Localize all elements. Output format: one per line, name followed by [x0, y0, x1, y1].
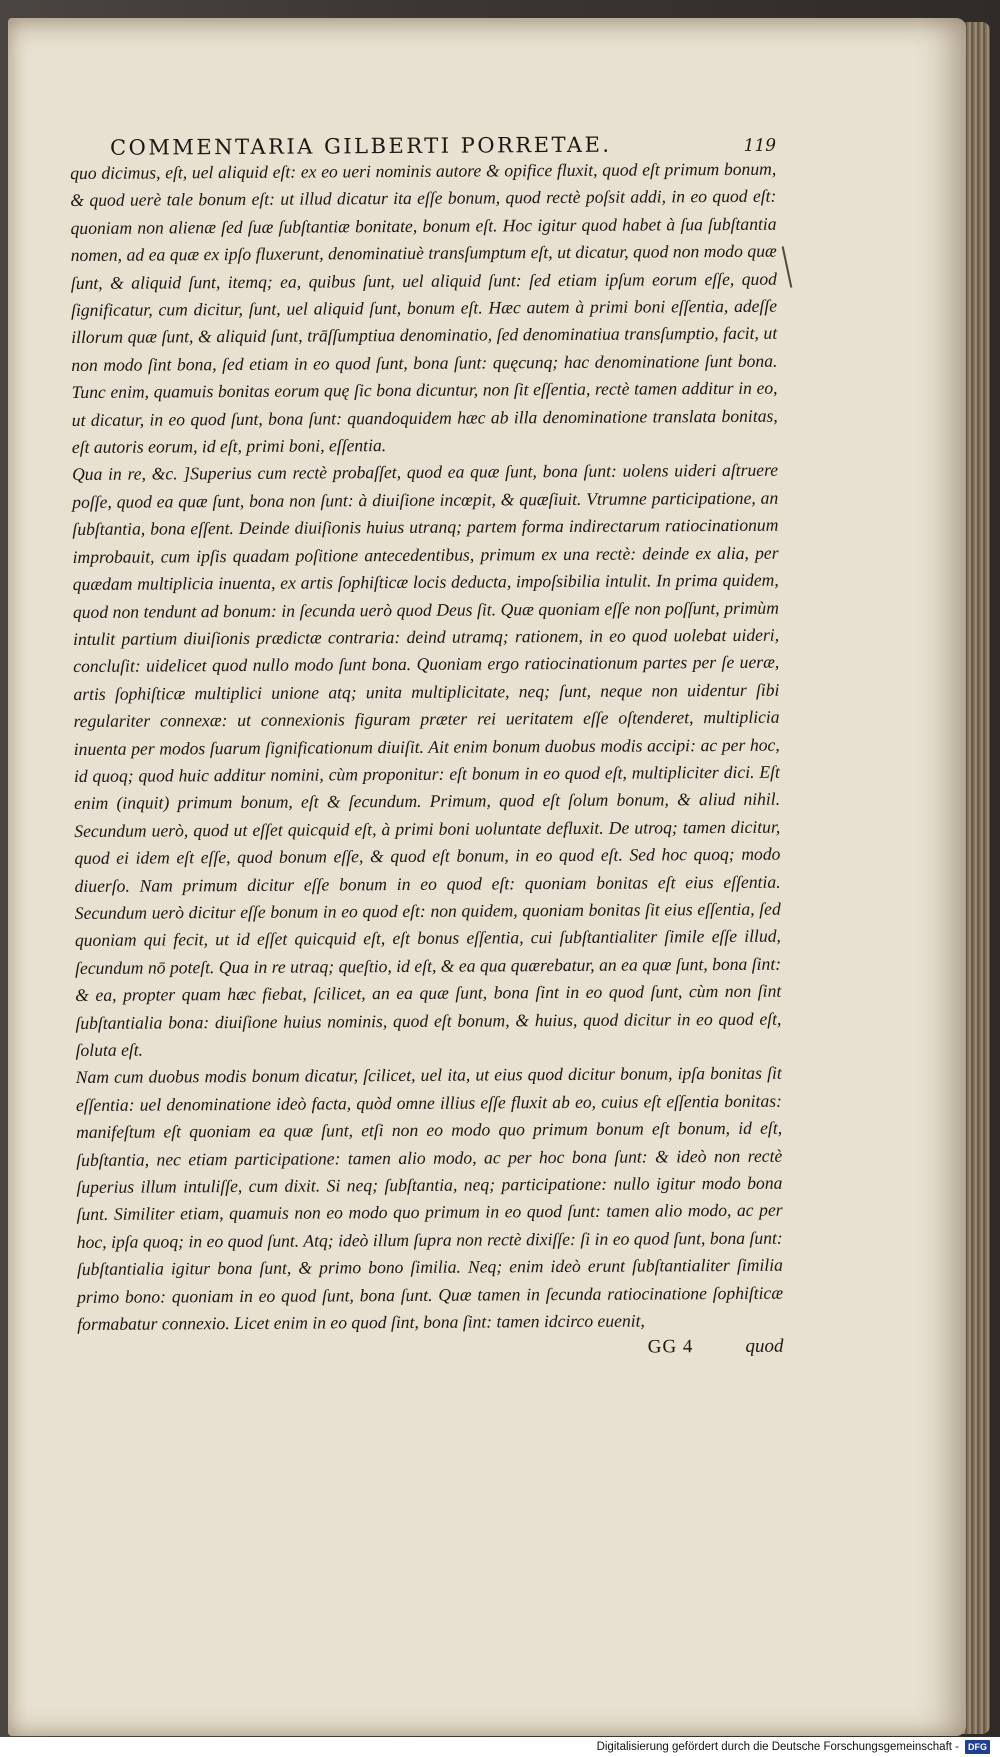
book-page [8, 18, 966, 1736]
paragraph: Qua in re, &c. ]Superius cum rectè probaſſet, quod ea quæ ſunt, bona ſunt: uolens uideri aſtruere poſſe, quod ea quæ ſunt, bona non ſunt: à diuiſione incœpit, & quæſiuit. Vtrumne participatione, an ſubſtantia, bona eſſent. Deinde diuiſionis huius utranq; partem forma indirectarum ratiocinationum improbauit, cum ipſis quadam poſitione antecedentibus, primum ex una rectè: deinde ex alia, per quædam multiplicia inuenta, ex artis ſophiſticæ locis deducta, impoſsibilia intulit. In prima quidem, quod non tendunt ad bonum: in ſecunda uerò quod Deus ſit. Quæ quoniam eſſe non poſſunt, primùm intulit partium diuiſionis prædictæ contraria: deind utramq; rationem, in eo quod uolebat uideri, concluſit: uidelicet quod nullo modo ſunt bona. Quoniam ergo ratiocinationum partes per ſe ueræ, artis ſophiſticæ multiplici unione atq; unita multiplicitate, neq; ſunt, neque non uidentur ſibi regulariter connexæ: ut connexionis figuram præter rei ueritatem eſſe oſtenderet, multiplicia inuenta per modos ſuarum ſignificationum diuiſit. Ait enim bonum duobus modis accipi: ac per hoc, id quoq; quod huic additur nomini, cùm proponitur: eſt bonum in eo quod eſt, multipliciter dici. Eſt enim (inquit) primum bonum, eſt & ſecundum. Primum, quod eſt ſolum bonum, & aliud nihil. Secundum uerò, quod ut eſſet quicquid eſt, à primi boni uoluntate defluxit. De utroq; tamen dicitur, quod ei idem eſt eſſe, quod bonum eſſe, & quod eſt bonum, in eo quod eſt. Sed hoc quoq; modo diuerſo. Nam primum dicitur eſſe bonum in eo quod eſt: quoniam bonitas eſt eius eſſentia. Secundum uerò dicitur eſſe bonum in eo quod eſt: non quidem, quoniam bonitas ſit eius eſſentia, ſed quoniam qui fecit, ut id eſſet quicquid eſt, eſt bonus eſſentia, cui ſubſtantialiter ſimile eſſe illud, ſecundum nō poteſt. Qua in re utraq; queſtio, id eſt, & ea qua quærebatur, an ea quæ ſunt, bona ſint: & ea, propter quam hæc fiebat, ſcilicet, an ea quæ ſunt, bona ſint in eo quod ſunt, cùm non ſint ſubſtantialia bona: diuiſione huius nominis, quod eſt bonum, & huius, quod dicitur in eo quod eſt, ſoluta eſt. [72, 460, 782, 1060]
running-head-title: COMMENTARIA GILBERTI PORRETAE. [109, 132, 612, 160]
page-footer-line [77, 1336, 783, 1362]
marginal-pen-mark [782, 246, 793, 287]
signature-mark: GG 4 [647, 1336, 694, 1358]
body-text [70, 156, 783, 1339]
folio-number: 119 [743, 135, 777, 156]
text-block [70, 132, 783, 1363]
credit-text: Digitalisierung gefördert durch die Deutsche Forschungsgemeinschaft - [596, 1741, 959, 1753]
catchword: quod [745, 1336, 784, 1358]
dfg-logo: DFG [965, 1740, 990, 1754]
digitization-credit-bar [0, 1737, 1000, 1757]
paragraph: Nam cum duobus modis bonum dicatur, ſcilicet, uel ita, ut eius quod dicitur bonum, ipſa bonitas ſit eſſentia: uel denominatione ideò facta, quòd omne illius eſſe fluxit ab eo, cuius eſt eſſentia bonitas: manifeſtum eſt quoniam ea quæ ſunt, etſi non eo modo quo primum bonum eſt bonum, id eſt, ſubſtantia, nec etiam participatione: tamen alio modo, ac per hoc bona ſunt: & ideò non rectè ſuperius illum intuliſſe, cum dixit. Si neq; ſubſtantia, neq; participatione: nullo igitur modo bona ſunt. Similiter etiam, quamuis non eo modo quo primum in eo quod ſunt: tamen alio modo, ac per hoc, ipſa quoq; in eo quod ſunt. Atq; ideò illum ſupra non rectè dixiſſe: ſi in eo quod ſunt, bona ſunt: ſubſtantialia igitur bona ſunt, & primo bono ſimilia. Neq; enim ideò erunt ſubſtantialiter ſimilia primo bono: quoniam in eo quod ſunt, bona ſunt. Quæ tamen in ſecunda ratiocinatione ſophiſticæ formabatur connexio. Licet enim in eo quod ſint, bona ſint: tamen idcirco euenit, [75, 1063, 784, 1335]
paragraph: quo dicimus, eſt, uel aliquid eſt: ex eo ueri nominis autore & opifice fluxit, quod eſt primum bonum, & quod uerè tale bonum eſt: ut illud dicatur ita eſſe bonum, quod rectè poſsit addi, in eo quod eſt: quoniam non alienæ ſed ſuæ ſubſtantiæ bonitate, bonum eſt. Hoc igitur quod habet à ſua ſubſtantia nomen, ad ea quæ ex ipſo fluxerunt, denominatiuè transſumptum eſt, ut dicatur, quod non modo quæ ſunt, & aliquid ſunt, itemq; ea, quibus ſunt, uel aliquid ſunt: ſed etiam ipſum eorum eſſe, quod ſignificatur, cum dicitur, ſunt, uel aliquid ſunt, bonum eſt. Hæc autem à primi boni eſſentia, adeſſe illorum quæ ſunt, & aliquid ſunt, trāſſumptiua denominatio, ſed denominatiua transſumptio, facit, ut non modo ſint bona, ſed etiam in eo quod ſunt, bona ſunt: quęcunq; hac denominatione ſunt bona. Tunc enim, quamuis bonitas eorum quę ſic bona dicuntur, non ſit eſſentia, rectè tamen additur in eo, ut dicatur, in eo quod ſunt, bona ſunt: quandoquidem hæc ab illa denominatione translata bonitas, eſt autoris eorum, id eſt, primi boni, eſſentia. [70, 158, 778, 458]
book-page-edges [962, 22, 990, 1734]
